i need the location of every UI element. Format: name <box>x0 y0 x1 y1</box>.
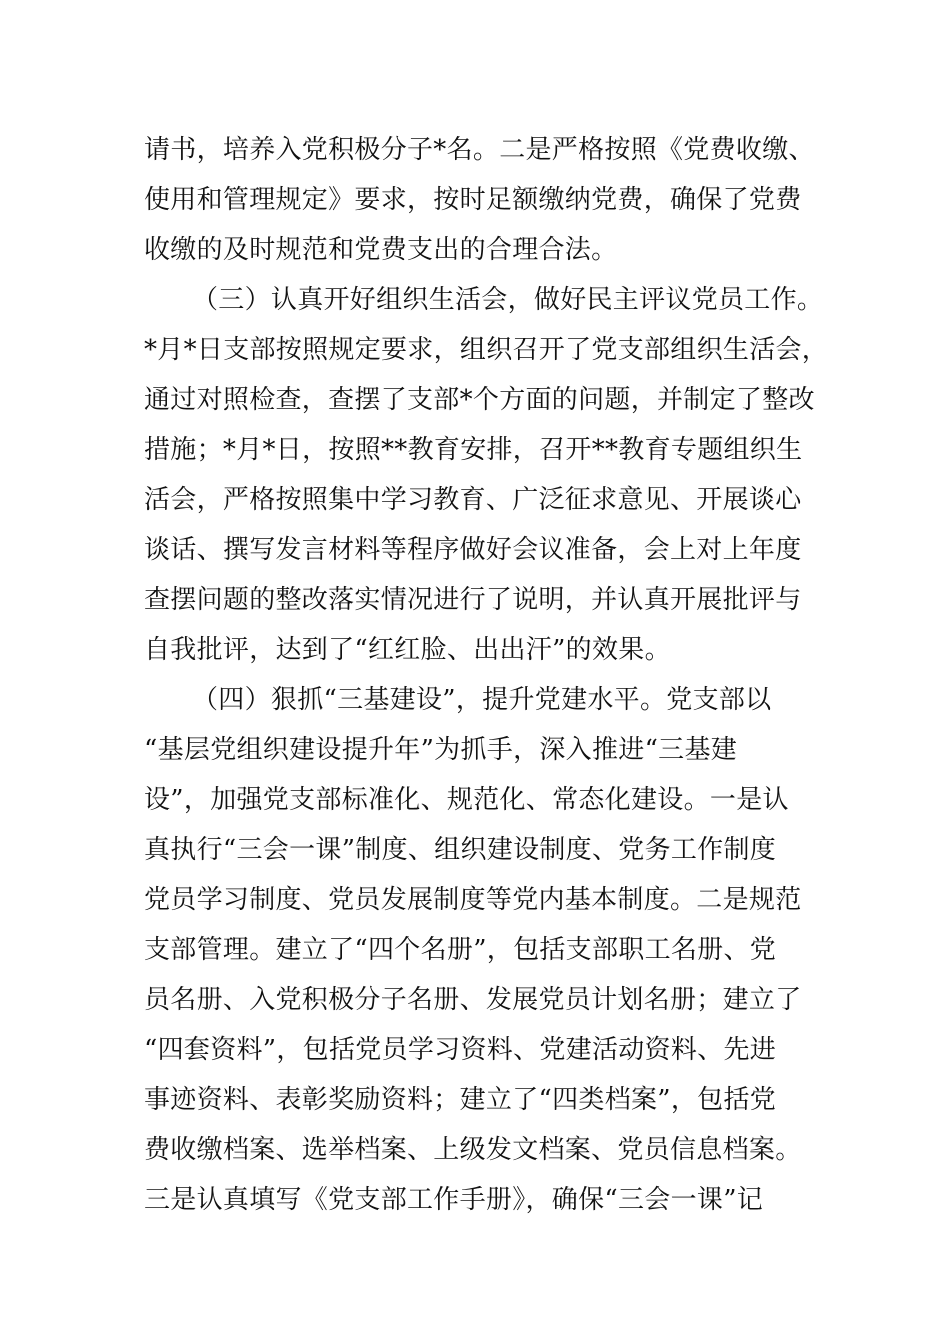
text-line: 三是认真填写《党支部工作手册》，确保“三会一课”记 <box>144 1185 764 1215</box>
text-line: 党员学习制度、党员发展制度等党内基本制度。二是规范 <box>144 885 802 915</box>
text-line: 事迹资料、表彰奖励资料；建立了“四类档案”，包括党 <box>144 1085 777 1115</box>
text-line: 请书，培养入党积极分子*名。二是严格按照《党费收缴、 <box>144 135 815 165</box>
text-line: 通过对照检查，查摆了支部*个方面的问题，并制定了整改 <box>144 385 815 415</box>
text-line: *月*日支部按照规定要求，组织召开了党支部组织生活会， <box>144 335 829 365</box>
text-line: 自我批评，达到了“红红脸、出出汗”的效果。 <box>144 635 671 665</box>
paragraph-heading: （三）认真开好组织生活会，做好民主评议党员工作。 <box>192 285 824 315</box>
text-line: 措施；*月*日，按照**教育安排，召开**教育专题组织生 <box>144 435 803 465</box>
text-line: “基层党组织建设提升年”为抓手，深入推进“三基建 <box>144 735 738 765</box>
text-line: 使用和管理规定》要求，按时足额缴纳党费，确保了党费 <box>144 185 802 215</box>
text-line: 支部管理。建立了“四个名册”，包括支部职工名册、党 <box>144 935 777 965</box>
text-line: 真执行“三会一课”制度、组织建设制度、党务工作制度 <box>144 835 777 865</box>
text-line: 谈话、撰写发言材料等程序做好会议准备，会上对上年度 <box>144 535 802 565</box>
text-line: 费收缴档案、选举档案、上级发文档案、党员信息档案。 <box>144 1135 802 1165</box>
text-line: 收缴的及时规范和党费支出的合理合法。 <box>144 235 618 265</box>
text-line: 活会，严格按照集中学习教育、广泛征求意见、开展谈心 <box>144 485 802 515</box>
paragraph-heading: （四）狠抓“三基建设”，提升党建水平。党支部以 <box>192 685 772 715</box>
text-line: 设”，加强党支部标准化、规范化、常态化建设。一是认 <box>144 785 789 815</box>
text-line: 查摆问题的整改落实情况进行了说明，并认真开展批评与 <box>144 585 802 615</box>
text-line: 员名册、入党积极分子名册、发展党员计划名册；建立了 <box>144 985 802 1015</box>
text-line: “四套资料”，包括党员学习资料、党建活动资料、先进 <box>144 1035 777 1065</box>
